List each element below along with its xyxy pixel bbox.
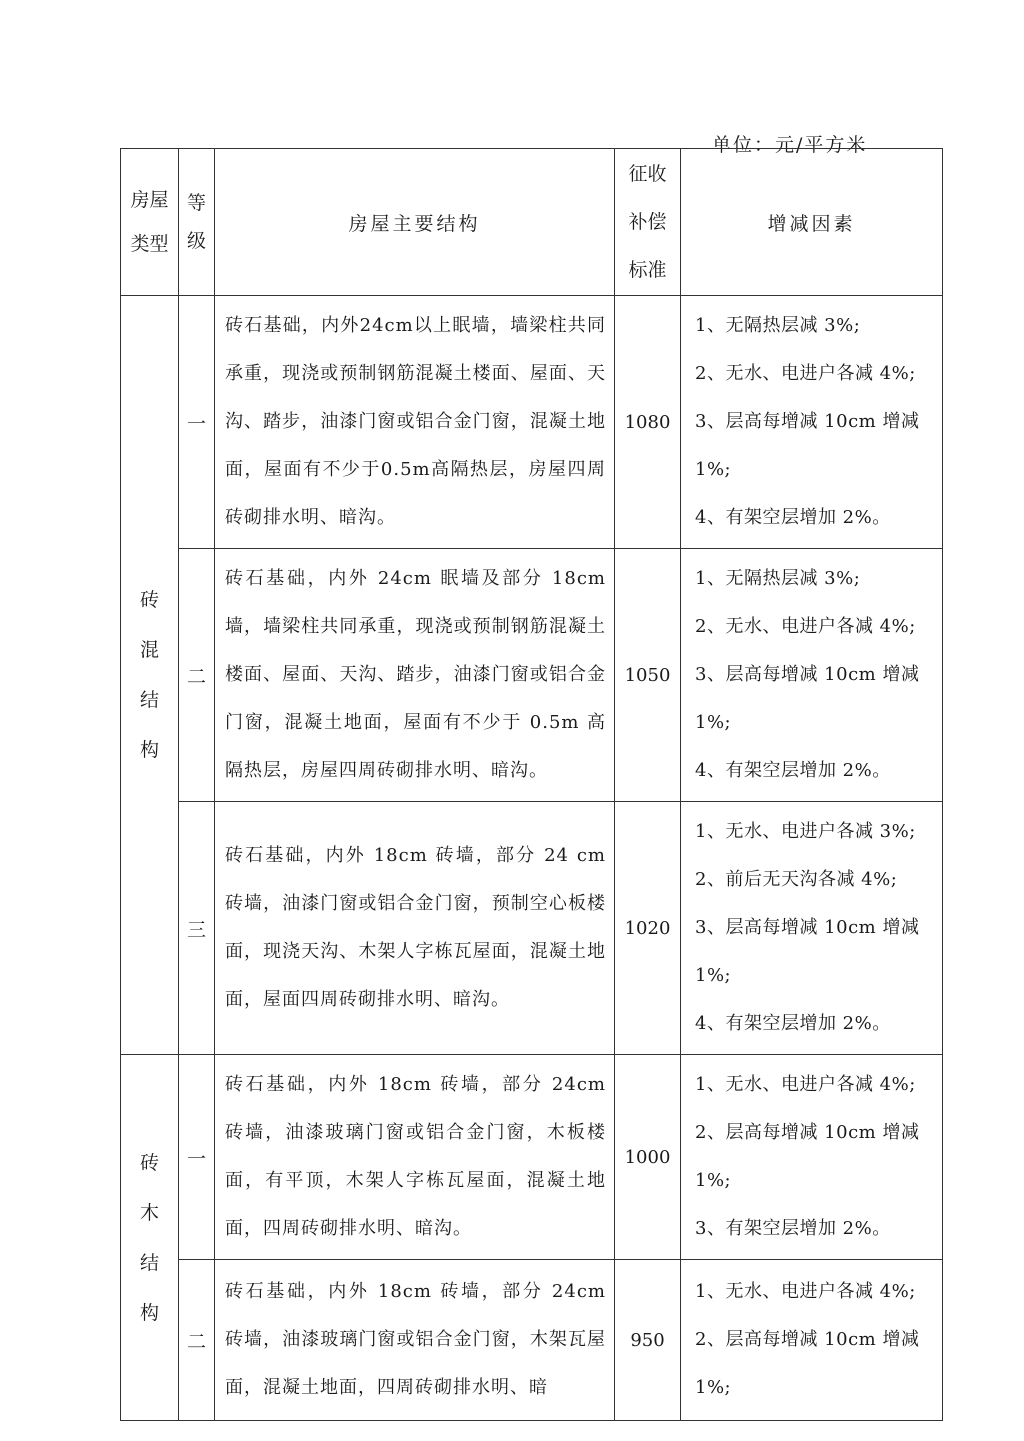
factor-item: 1、无隔热层减 3%; <box>695 315 861 336</box>
factor-item: 1、无水、电进户各减 3%; <box>695 821 916 842</box>
structure-cell: 砖石基础，内外24cm以上眠墙，墙梁柱共同承重，现浇或预制钢筋混凝土楼面、屋面、天沟、踏步，油漆门窗或铝合金门窗，混凝土地面，屋面有不少于0.5m高隔热层，房屋四周砖砌排水明、暗沟。 <box>215 296 615 549</box>
table-header-row <box>121 149 943 296</box>
factor-item: 1、无水、电进户各减 4%; <box>695 1074 916 1095</box>
standard-cell: 1050 <box>615 549 681 802</box>
factor-item: 1、无水、电进户各减 4%; <box>695 1281 916 1302</box>
structure-cell: 砖石基础，内外 18cm 砖墙，部分 24cm 砖墙，油漆玻璃门窗或铝合金门窗，木架瓦屋面，混凝土地面，四周砖砌排水明、暗 <box>215 1260 615 1421</box>
factor-item: 2、无水、电进户各减 4%; <box>695 616 916 637</box>
factor-item: 4、有架空层增加 2%。 <box>695 1013 891 1034</box>
grade-cell: 二 <box>179 549 215 802</box>
standard-cell: 1000 <box>615 1055 681 1260</box>
header-structure: 房屋主要结构 <box>215 149 615 296</box>
factors-cell <box>681 549 943 802</box>
factor-item: 2、无水、电进户各减 4%; <box>695 363 916 384</box>
header-standard: 征收补偿标准 <box>615 149 681 296</box>
factors-cell <box>681 296 943 549</box>
factor-item: 3、有架空层增加 2%。 <box>695 1218 891 1239</box>
unit-label: 单位：元/平方米 <box>712 134 868 156</box>
factors-cell <box>681 802 943 1055</box>
type-cell-brick-concrete: 砖混结构 <box>121 296 179 1055</box>
factor-item: 3、层高每增减 10cm 增减 1%; <box>695 917 920 986</box>
type-cell-brick-wood: 砖木结构 <box>121 1055 179 1421</box>
factors-cell <box>681 1260 943 1421</box>
grade-cell: 三 <box>179 802 215 1055</box>
header-factors: 增减因素 <box>681 149 943 296</box>
header-grade: 等级 <box>179 149 215 296</box>
factor-item: 3、层高每增减 10cm 增减 1%; <box>695 411 920 480</box>
grade-cell: 一 <box>179 296 215 549</box>
grade-cell: 一 <box>179 1055 215 1260</box>
structure-cell: 砖石基础，内外 18cm 砖墙，部分 24cm 砖墙，油漆玻璃门窗或铝合金门窗，木板楼面，有平顶，木架人字栋瓦屋面，混凝土地面，四周砖砌排水明、暗沟。 <box>215 1055 615 1260</box>
factor-item: 4、有架空层增加 2%。 <box>695 507 891 528</box>
table-row <box>121 802 943 1055</box>
structure-cell: 砖石基础，内外 18cm 砖墙，部分 24 cm 砖墙，油漆门窗或铝合金门窗，预制空心板楼面，现浇天沟、木架人字栋瓦屋面，混凝土地面，屋面四周砖砌排水明、暗沟。 <box>215 802 615 1055</box>
header-type: 房屋类型 <box>121 149 179 296</box>
factor-item: 2、前后无天沟各减 4%; <box>695 869 898 890</box>
factor-item: 2、层高每增减 10cm 增减 1%; <box>695 1122 920 1191</box>
standard-cell: 1080 <box>615 296 681 549</box>
grade-cell: 二 <box>179 1260 215 1421</box>
table-row <box>121 1260 943 1421</box>
standard-cell: 950 <box>615 1260 681 1421</box>
table-row <box>121 1055 943 1260</box>
table-row <box>121 296 943 549</box>
table-row <box>121 549 943 802</box>
standard-cell: 1020 <box>615 802 681 1055</box>
structure-cell: 砖石基础，内外 24cm 眠墙及部分 18cm 墙，墙梁柱共同承重，现浇或预制钢筋混凝土楼面、屋面、天沟、踏步，油漆门窗或铝合金门窗，混凝土地面，屋面有不少于 0.5m 高隔热层，房屋四周砖砌排水明、暗沟。 <box>215 549 615 802</box>
factor-item: 3、层高每增减 10cm 增减 1%; <box>695 664 920 733</box>
factor-item: 2、层高每增减 10cm 增减 1%; <box>695 1329 920 1398</box>
compensation-table <box>120 148 943 1421</box>
factor-item: 1、无隔热层减 3%; <box>695 568 861 589</box>
factors-cell <box>681 1055 943 1260</box>
factor-item: 4、有架空层增加 2%。 <box>695 760 891 781</box>
